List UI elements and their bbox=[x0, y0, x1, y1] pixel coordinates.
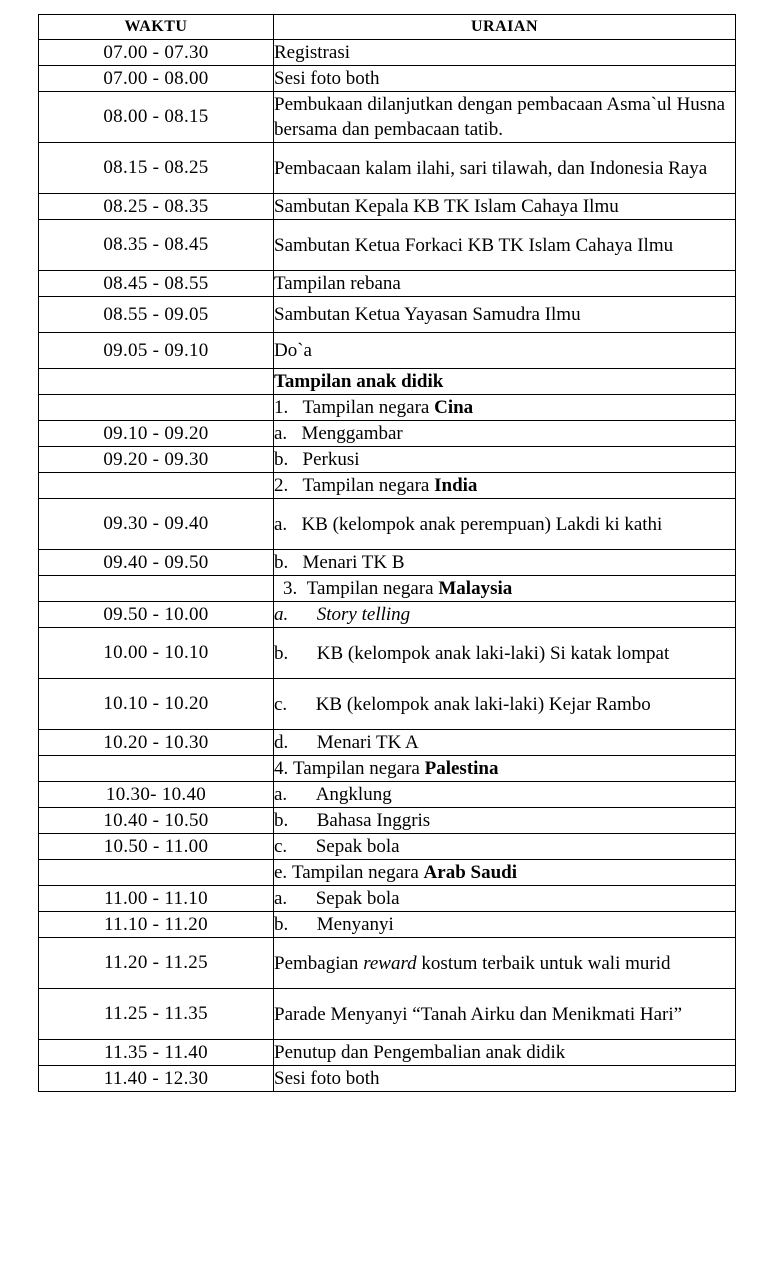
item-label: Perkusi bbox=[302, 449, 360, 470]
time-cell: 07.00 - 08.00 bbox=[39, 66, 274, 92]
desc-cell: Pembukaan dilanjutkan dengan pembacaan Asma`ul Husna bersama dan pembacaan tatib. bbox=[274, 92, 736, 143]
time-cell: 10.00 - 10.10 bbox=[39, 628, 274, 679]
desc-cell: Do`a bbox=[274, 333, 736, 369]
desc-cell bbox=[274, 938, 736, 989]
time-cell bbox=[39, 473, 274, 499]
time-cell: 08.25 - 08.35 bbox=[39, 194, 274, 220]
item-label: Story telling bbox=[316, 604, 411, 625]
desc-cell bbox=[274, 576, 736, 602]
desc-cell bbox=[274, 447, 736, 473]
table-row bbox=[39, 220, 736, 271]
table-row bbox=[39, 297, 736, 333]
desc-cell: Registrasi bbox=[274, 40, 736, 66]
item-label: KB (kelompok anak laki-laki) Si katak lompat bbox=[316, 642, 670, 664]
item-label: Angklung bbox=[315, 784, 392, 805]
item-letter: b. bbox=[274, 449, 289, 470]
item-letter: c. bbox=[274, 836, 288, 857]
table-row bbox=[39, 1066, 736, 1092]
item-label: KB (kelompok anak laki-laki) Kejar Rambo bbox=[315, 693, 651, 715]
desc-cell: Sambutan Kepala KB TK Islam Cahaya Ilmu bbox=[274, 194, 736, 220]
desc-cell bbox=[274, 808, 736, 834]
desc-cell bbox=[274, 834, 736, 860]
time-cell: 08.45 - 08.55 bbox=[39, 271, 274, 297]
item-letter: b. bbox=[274, 914, 289, 935]
table-row bbox=[39, 1040, 736, 1066]
table-row bbox=[39, 421, 736, 447]
item-number: 3. bbox=[283, 578, 298, 599]
table-row bbox=[39, 40, 736, 66]
time-cell: 10.40 - 10.50 bbox=[39, 808, 274, 834]
time-cell: 07.00 - 07.30 bbox=[39, 40, 274, 66]
desc-text: kostum terbaik untuk wali murid bbox=[421, 952, 671, 974]
item-letter: b. bbox=[274, 552, 289, 573]
time-cell: 11.00 - 11.10 bbox=[39, 886, 274, 912]
desc-cell: Sesi foto both bbox=[274, 66, 736, 92]
desc-cell bbox=[274, 499, 736, 550]
desc-cell bbox=[274, 782, 736, 808]
time-cell bbox=[39, 860, 274, 886]
item-label: KB (kelompok anak perempuan) Lakdi ki kathi bbox=[301, 513, 663, 535]
table-row bbox=[39, 333, 736, 369]
desc-cell bbox=[274, 628, 736, 679]
desc-cell: Sesi foto both bbox=[274, 1066, 736, 1092]
desc-cell bbox=[274, 421, 736, 447]
item-label: Sepak bola bbox=[315, 836, 400, 857]
desc-cell bbox=[274, 756, 736, 782]
desc-cell bbox=[274, 395, 736, 421]
time-cell bbox=[39, 369, 274, 395]
country-row bbox=[39, 473, 736, 499]
item-number: 4. bbox=[274, 758, 289, 779]
desc-cell: Pembacaan kalam ilahi, sari tilawah, dan Indonesia Raya bbox=[274, 143, 736, 194]
time-cell: 10.20 - 10.30 bbox=[39, 730, 274, 756]
desc-cell bbox=[274, 912, 736, 938]
time-cell: 09.40 - 09.50 bbox=[39, 550, 274, 576]
time-cell: 10.50 - 11.00 bbox=[39, 834, 274, 860]
item-letter: b. bbox=[274, 810, 289, 831]
time-cell: 08.00 - 08.15 bbox=[39, 92, 274, 143]
time-cell: 08.15 - 08.25 bbox=[39, 143, 274, 194]
time-cell: 09.05 - 09.10 bbox=[39, 333, 274, 369]
time-cell: 09.20 - 09.30 bbox=[39, 447, 274, 473]
country-name: Cina bbox=[434, 397, 474, 418]
item-label: Menari TK A bbox=[316, 732, 419, 753]
desc-cell bbox=[274, 602, 736, 628]
time-cell: 10.30- 10.40 bbox=[39, 782, 274, 808]
table-row bbox=[39, 499, 736, 550]
time-cell: 08.35 - 08.45 bbox=[39, 220, 274, 271]
item-letter: a. bbox=[274, 604, 289, 625]
time-cell: 09.10 - 09.20 bbox=[39, 421, 274, 447]
time-cell: 10.10 - 10.20 bbox=[39, 679, 274, 730]
table-row bbox=[39, 679, 736, 730]
country-name: Malaysia bbox=[438, 578, 513, 599]
section-heading-row bbox=[39, 369, 736, 395]
country-row bbox=[39, 756, 736, 782]
item-label: Menggambar bbox=[301, 423, 403, 444]
table-row bbox=[39, 92, 736, 143]
country-name: Arab Saudi bbox=[423, 862, 517, 883]
item-letter: a. bbox=[274, 423, 288, 444]
desc-cell: Sambutan Ketua Forkaci KB TK Islam Cahaya Ilmu bbox=[274, 220, 736, 271]
desc-cell bbox=[274, 550, 736, 576]
desc-cell: Tampilan rebana bbox=[274, 271, 736, 297]
time-cell bbox=[39, 756, 274, 782]
desc-cell: Penutup dan Pengembalian anak didik bbox=[274, 1040, 736, 1066]
item-label: Bahasa Inggris bbox=[316, 810, 431, 831]
header-waktu: WAKTU bbox=[39, 15, 274, 40]
section-heading: Tampilan anak didik bbox=[274, 369, 736, 395]
item-letter: a. bbox=[274, 888, 288, 909]
desc-cell bbox=[274, 473, 736, 499]
time-cell: 11.20 - 11.25 bbox=[39, 938, 274, 989]
time-cell: 08.55 - 09.05 bbox=[39, 297, 274, 333]
header-row bbox=[39, 15, 736, 40]
item-number: 1. bbox=[274, 397, 289, 418]
item-number: e. bbox=[274, 862, 288, 883]
item-label: Tampilan negara bbox=[302, 475, 430, 496]
country-name: Palestina bbox=[424, 758, 499, 779]
desc-cell: Sambutan Ketua Yayasan Samudra Ilmu bbox=[274, 297, 736, 333]
desc-cell bbox=[274, 679, 736, 730]
item-label: Sepak bola bbox=[315, 888, 400, 909]
table-row bbox=[39, 550, 736, 576]
table-row bbox=[39, 602, 736, 628]
table-row bbox=[39, 271, 736, 297]
table-row bbox=[39, 194, 736, 220]
table-row bbox=[39, 447, 736, 473]
table-row bbox=[39, 989, 736, 1040]
item-letter: a. bbox=[274, 784, 288, 805]
table-row bbox=[39, 730, 736, 756]
time-cell bbox=[39, 395, 274, 421]
schedule-table bbox=[38, 14, 736, 1092]
item-label: Tampilan negara bbox=[302, 397, 430, 418]
country-name: India bbox=[434, 475, 478, 496]
item-label: Menari TK B bbox=[302, 552, 405, 573]
item-label: Menyanyi bbox=[316, 914, 394, 935]
desc-cell bbox=[274, 730, 736, 756]
country-row bbox=[39, 860, 736, 886]
table-row bbox=[39, 808, 736, 834]
item-letter: c. bbox=[274, 693, 288, 715]
item-letter: d. bbox=[274, 732, 289, 753]
desc-text: Pembagian bbox=[274, 952, 359, 974]
item-label: Tampilan negara bbox=[293, 758, 420, 779]
header-uraian: URAIAN bbox=[274, 15, 736, 40]
desc-cell bbox=[274, 886, 736, 912]
table-row bbox=[39, 886, 736, 912]
table-row bbox=[39, 938, 736, 989]
time-cell bbox=[39, 576, 274, 602]
item-letter: a. bbox=[274, 513, 288, 535]
item-label: Tampilan negara bbox=[306, 578, 434, 599]
table-row bbox=[39, 912, 736, 938]
table-row bbox=[39, 834, 736, 860]
table-row bbox=[39, 628, 736, 679]
desc-emphasis: reward bbox=[363, 952, 417, 974]
time-cell: 11.25 - 11.35 bbox=[39, 989, 274, 1040]
table-row bbox=[39, 66, 736, 92]
desc-cell: Parade Menyanyi “Tanah Airku dan Menikmati Hari” bbox=[274, 989, 736, 1040]
country-row bbox=[39, 576, 736, 602]
time-cell: 09.30 - 09.40 bbox=[39, 499, 274, 550]
time-cell: 11.40 - 12.30 bbox=[39, 1066, 274, 1092]
item-label: Tampilan negara bbox=[291, 862, 419, 883]
time-cell: 11.35 - 11.40 bbox=[39, 1040, 274, 1066]
item-letter: b. bbox=[274, 642, 289, 664]
table-row bbox=[39, 143, 736, 194]
item-number: 2. bbox=[274, 475, 289, 496]
time-cell: 09.50 - 10.00 bbox=[39, 602, 274, 628]
time-cell: 11.10 - 11.20 bbox=[39, 912, 274, 938]
desc-cell bbox=[274, 860, 736, 886]
table-row bbox=[39, 782, 736, 808]
country-row bbox=[39, 395, 736, 421]
